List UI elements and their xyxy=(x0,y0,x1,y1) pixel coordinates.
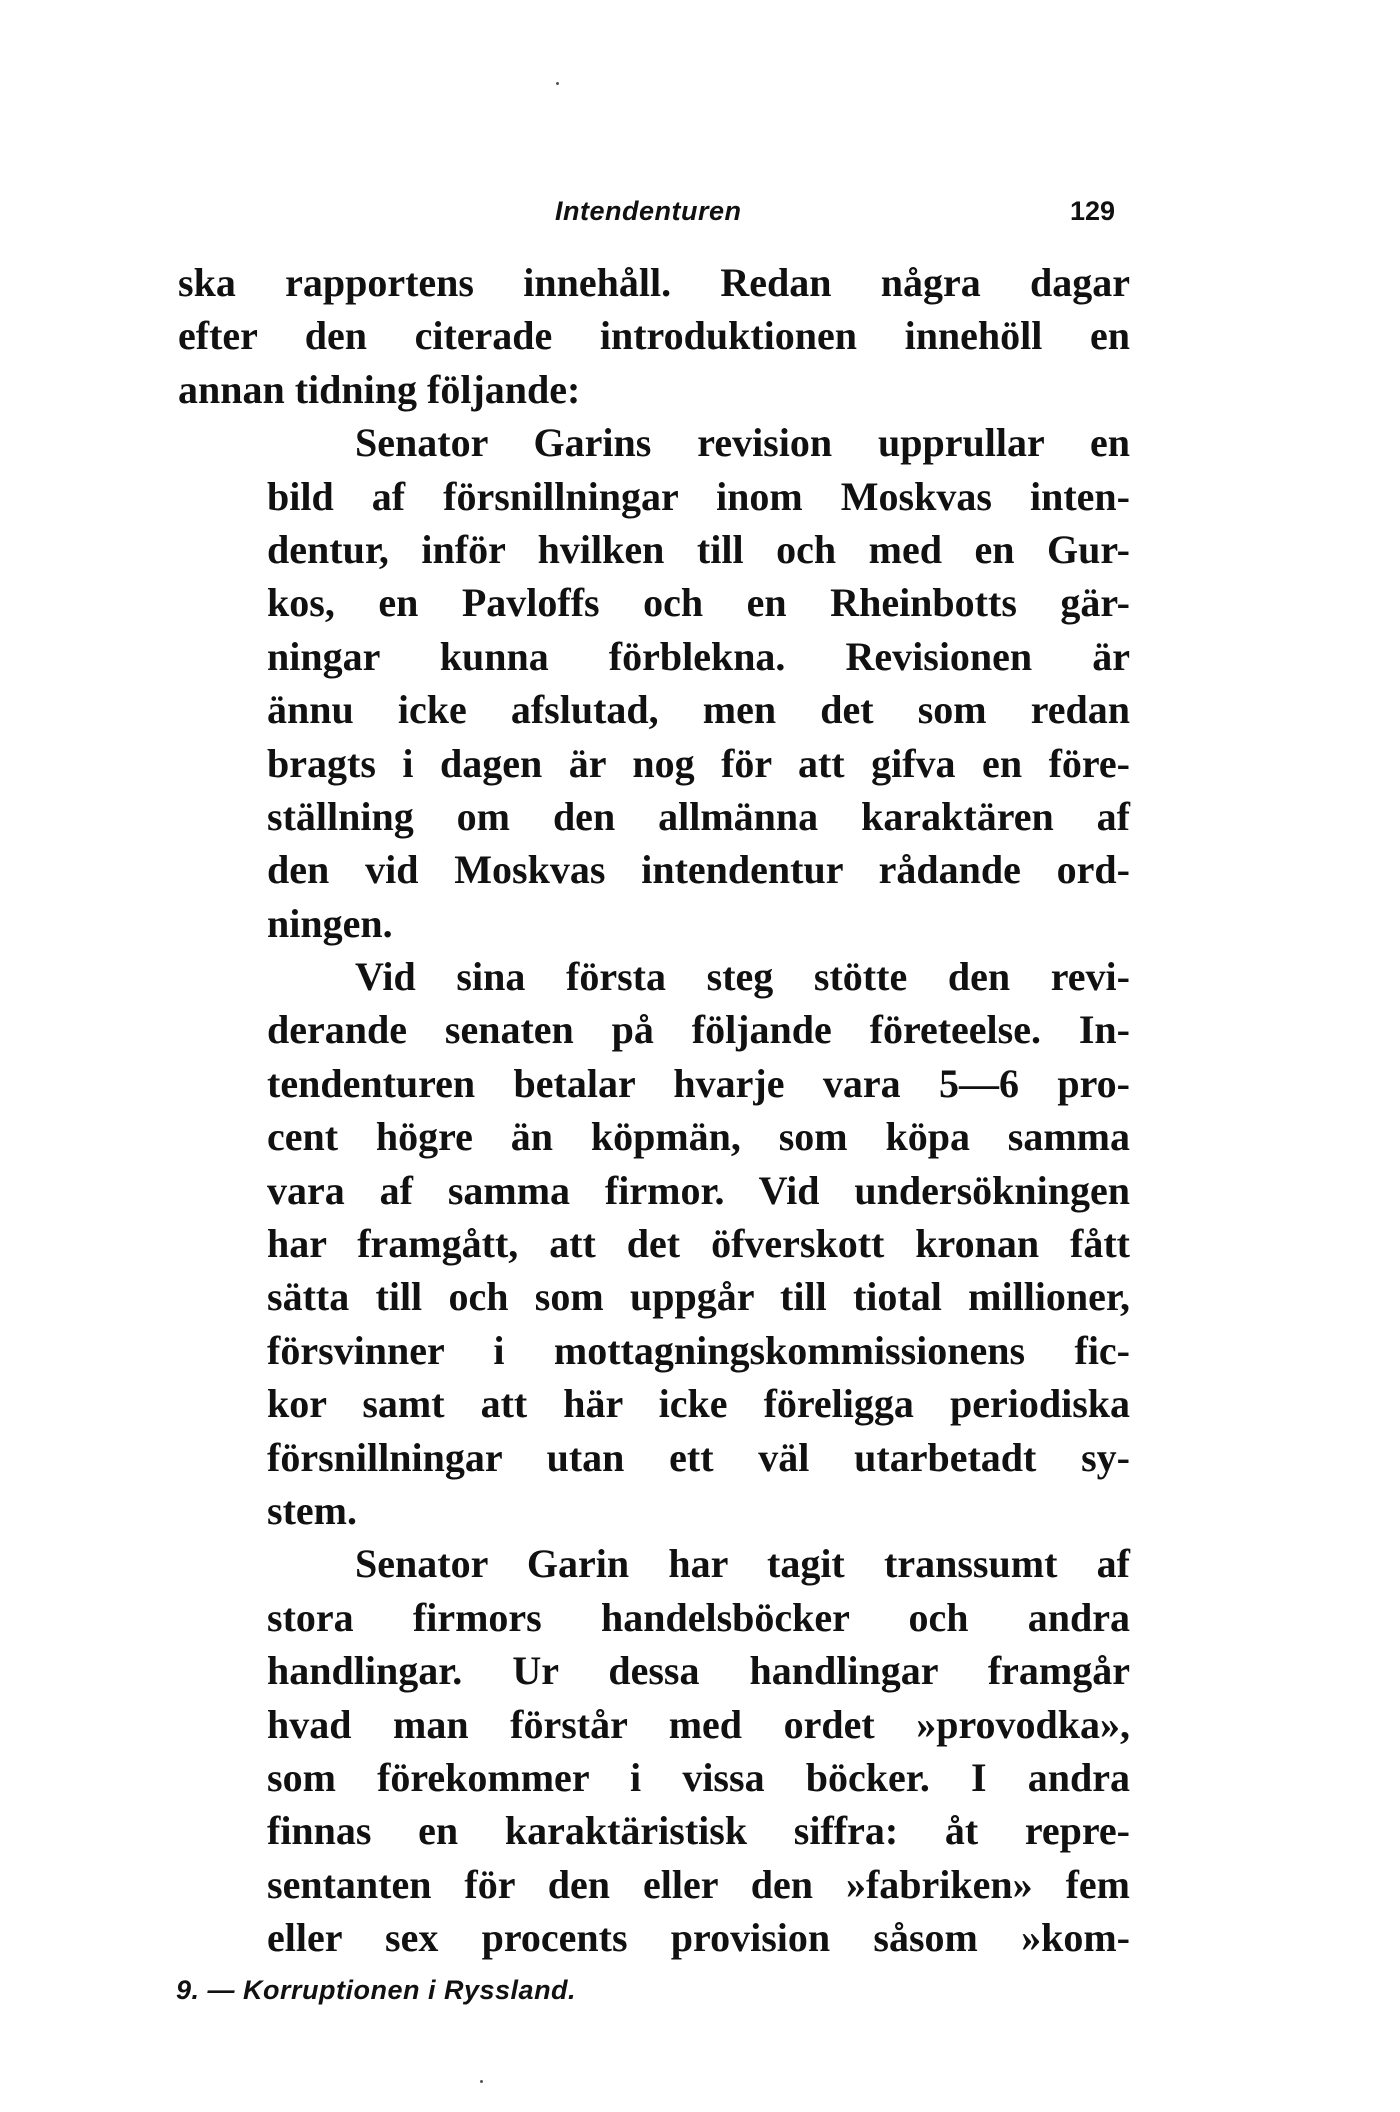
signature-line: 9. — Korruptionen i Ryssland. xyxy=(176,1975,577,2005)
text-line: ställning om den allmänna karaktären af xyxy=(267,793,1130,839)
text-line: annan tidning följande: xyxy=(178,366,581,412)
text-line: Senator Garins revision upprullar en xyxy=(355,420,1130,466)
text-line: handlingar. Ur dessa handlingar framgår xyxy=(267,1648,1130,1694)
text-line: bild af försnillningar inom Moskvas inten- xyxy=(267,473,1130,519)
text-line: stem. xyxy=(267,1487,357,1533)
text-line: Senator Garin har tagit transsumt af xyxy=(355,1541,1130,1587)
quote-paragraph-3 xyxy=(178,1537,1130,1964)
text-line: bragts i dagen är nog för att gifva en före- xyxy=(267,740,1130,786)
text-line: dentur, inför hvilken till och med en Gur- xyxy=(267,526,1130,572)
text-line: vara af samma firmor. Vid undersökningen xyxy=(267,1167,1130,1213)
text-line: har framgått, att det öfverskott kronan fått xyxy=(267,1221,1130,1267)
quote-paragraph-2 xyxy=(178,950,1130,1537)
quote-paragraph-1 xyxy=(178,416,1130,950)
text-line: ska rapportens innehåll. Redan några dagar xyxy=(178,260,1130,305)
running-title: Intendenturen xyxy=(555,196,742,226)
text-line: Vid sina första steg stötte den revi- xyxy=(355,954,1130,1000)
text-line: försvinner i mottagningskommissionens fic- xyxy=(267,1327,1130,1373)
text-line: sätta till och som uppgår till tiotal millioner, xyxy=(267,1274,1130,1320)
text-line: ännu icke afslutad, men det som redan xyxy=(267,687,1130,733)
text-line: försnillningar utan ett väl utarbetadt sy- xyxy=(267,1434,1130,1480)
paper-speck xyxy=(480,2080,483,2083)
text-line: kor samt att här icke föreligga periodiska xyxy=(267,1381,1130,1427)
paragraph-1 xyxy=(178,256,1130,416)
text-line: kos, en Pavloffs och en Rheinbotts gär- xyxy=(267,580,1130,626)
text-line: sentanten för den eller den »fabriken» fem xyxy=(267,1861,1130,1907)
running-header xyxy=(175,196,1115,236)
text-line: ningen. xyxy=(267,900,393,946)
text-line: cent högre än köpmän, som köpa samma xyxy=(267,1114,1130,1160)
text-line: finnas en karaktäristisk siffra: åt repre- xyxy=(267,1808,1130,1854)
text-line: den vid Moskvas intendentur rådande ord- xyxy=(267,847,1130,893)
text-line: efter den citerade introduktionen innehöll en xyxy=(178,313,1130,359)
quoted-passage xyxy=(178,416,1130,1964)
text-line: eller sex procents provision såsom »kom- xyxy=(267,1915,1130,1961)
text-line: tendenturen betalar hvarje vara 5—6 pro- xyxy=(267,1060,1130,1106)
text-line: stora firmors handelsböcker och andra xyxy=(267,1594,1130,1640)
body-text xyxy=(178,256,1130,1965)
text-line: som förekommer i vissa böcker. I andra xyxy=(267,1754,1130,1800)
text-line: derande senaten på följande företeelse. In- xyxy=(267,1007,1130,1053)
paper-speck xyxy=(556,82,559,85)
text-line: hvad man förstår med ordet »provodka», xyxy=(267,1701,1130,1747)
text-line: ningar kunna förblekna. Revisionen är xyxy=(267,633,1130,679)
page-number: 129 xyxy=(1069,196,1115,226)
